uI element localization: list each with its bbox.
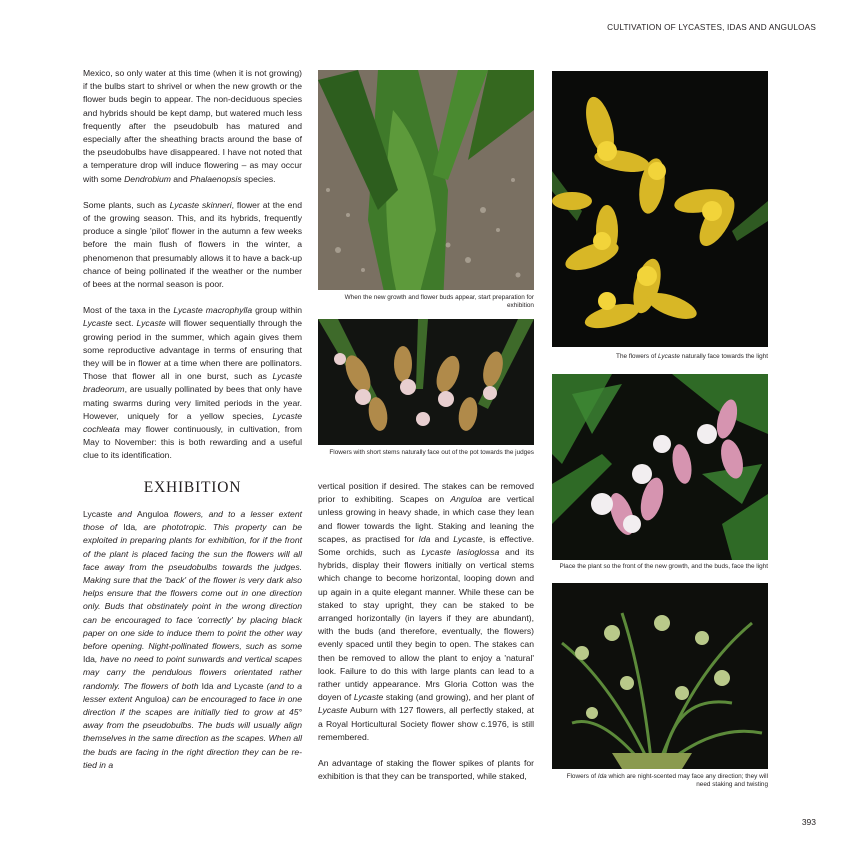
- italic-term: Ida: [597, 773, 607, 780]
- paragraph: Lycaste and Anguloa flowers, and to a lesser extent those of Ida, are phototropic. This property can be exploited in preparing plants for exhibition, for if the front of the plant is placed facing the sun the flowers will all face away from the pseudobulbs towards the judges. Making sure that the 'back' of the flower is very dark also helps ensure that the flowers come out in one direction only. Buds that obstinately point in the wrong direction can be encouraged to face 'correctly' by placing black paper on one side to induce them to point the other way before opening. Night-pollinated flowers, such as some Ida, have no need to point sunwards and vertical scapes may carry the pendulous flowers orientated rather randomly. The flowers of both Ida and Lycaste (and to a lesser extent Anguloa) can be encouraged to face in one direction if the scapes are initially tied to grow at 45° away from the pseudobulbs. The buds will usually align themselves in the same direction as the scapes. When all the buds are facing in the right direction they can be re-tied in a: [83, 508, 303, 770]
- italic-term: Phalaenopsis: [190, 173, 242, 184]
- paragraph: Some plants, such as Lycaste skinneri, flower at the end of the growing season. This, and its hybrids, frequently produce a single 'pilot' flower in the autumn a few weeks before the main flush of flowers in the winter, a phenomenon that presumably allows it to have a back-up chance of being pollinated if the weather or the number of bees at the normal season is poor.: [83, 199, 302, 290]
- italic-term: Lycaste: [657, 353, 680, 360]
- italic-term: Lycaste: [353, 692, 384, 703]
- photo-ida-flowers: [552, 583, 768, 769]
- italic-term: flowers, and to a lesser extent those of: [83, 508, 302, 533]
- italic-term: ) can be encouraged to face in one direction if the scapes are initially tied to grow at 45° away from the pseudobulbs. The buds will usually align themselves in the same direction as the scapes. When all the buds are facing in the right direction they can be re-tied in a: [83, 693, 302, 770]
- italic-term: Lycaste lasioglossa: [421, 547, 500, 558]
- text-column-middle: [318, 480, 534, 796]
- photo-new-growth: [318, 70, 534, 290]
- italic-term: Lycaste cochleata: [83, 410, 302, 435]
- caption-photo-1: When the new growth and flower buds appear, start preparation for exhibition: [344, 294, 534, 310]
- italic-term: Lycaste bradeorum: [83, 371, 302, 395]
- photo-pink-flowers: [552, 374, 768, 560]
- italic-term: Lycaste skinneri: [169, 199, 232, 210]
- italic-term: Dendrobium: [124, 173, 171, 184]
- paragraph: An advantage of staking the flower spikes of plants for exhibition is that they can be transported, while staked,: [318, 758, 534, 782]
- italic-term: , have no need to point sunwards and vertical scapes may carry the pendulous flowers orientated rather randomly. The flowers of both: [83, 654, 302, 691]
- italic-term: Lycaste: [83, 318, 113, 329]
- italic-term: and: [213, 680, 235, 691]
- italic-term: Lycaste macrophylla: [173, 305, 253, 316]
- italic-term: Ida: [418, 533, 431, 544]
- italic-term: and: [112, 508, 138, 519]
- italic-term: Lycaste: [318, 705, 348, 716]
- italic-term: , are phototropic. This property can be exploited in preparing plants for exhibition, for if the front of the plant is placed facing the sun the flowers will all face away from the pseudobulbs towards the judges. Making sure that the 'back' of the flower is very dark also helps ensure that the flowers come out in one direction only. Buds that obstinately point in the wrong direction can be encouraged to face 'correctly' by placing black paper on one side to induce them to point the other way before opening. Night-pollinated flowers, such as some: [83, 522, 303, 651]
- page-number: 393: [801, 817, 816, 827]
- italic-term: Lycaste: [136, 318, 166, 329]
- photo-yellow-lycaste: [552, 71, 768, 347]
- running-header: CULTIVATION OF LYCASTES, IDAS AND ANGULOAS: [607, 23, 816, 32]
- caption-photo-5: Flowers of Ida which are night-scented may face any direction; they will need staking and twisting: [566, 773, 768, 789]
- paragraph: Most of the taxa in the Lycaste macrophylla group within Lycaste sect. Lycaste will flower sequentially through the growing period in the summer, which again gives them some reproductive advantage in terms of ensuring that they will be in flower at a time when there are pollinators. Those that flower all in one burst, such as Lycaste bradeorum, are usually pollinated by bees that only have mating swarms during very limited periods in the year. However, uniquely for a yellow species, Lycaste cochleata may flower continuously, in cultivation, from May to November: this is both rewarding and a useful clue to its identification.: [83, 305, 302, 461]
- italic-term: Lycaste: [453, 533, 483, 544]
- caption-photo-2: Flowers with short stems naturally face out of the pot towards the judges: [329, 449, 534, 456]
- paragraph: vertical position if desired. The stakes can be removed prior to exhibiting. Scapes on Anguloa are vertical unless growing in heavy shade, in which case they lean and flower towards the light. Staking and leaning the scapes, as practised for Ida and Lycaste, is effective. Some orchids, such as Lycaste lasioglossa and its hybrids, display their flowers initially on vertical stems which change to become horizontal, looping down and up again in a quite elegant manner. While these can be staked to stay upright, they can be staked to be arranged horizontally (in layers if they are abundant), with the buds (and therefore, eventually, the flowers) evenly spaced until they begin to open. The stakes can then be removed to allow the plant to enjoy a 'natural' look. Failure to do this with large plants can lead to a rather untidy appearance. Mrs Gloria Cotton was the doyen of Lycaste staking (and growing), and her plant of Lycaste Auburn with 127 flowers, all perfectly staked, at a Royal Horticultural Society flower show c.1976, is still remembered.: [318, 481, 534, 742]
- italic-term: Anguloa: [450, 494, 482, 505]
- section-heading: EXHIBITION: [143, 478, 242, 496]
- italic-term: (and to a lesser extent: [83, 680, 302, 704]
- caption-photo-3: The flowers of Lycaste naturally face towards the light: [616, 353, 768, 360]
- paragraph: Mexico, so only water at this time (when it is not growing) if the bulbs start to shrivel or when the new growth or the flower buds begin to appear. The non-deciduous species and hybrids should be kept damp, but watered much less frequently after the pseudobulb has matured and especially after the sheathing bracts around the base of the pseudobulbs have disappeared. I have not noted that a temperature drop will induce flowering – as may occur with some Dendrobium and Phalaenopsis species.: [83, 68, 302, 184]
- photo-short-stem-flowers: [318, 319, 534, 445]
- text-column-left: [83, 67, 302, 785]
- caption-photo-4: Place the plant so the front of the new growth, and the buds, face the light: [559, 563, 768, 570]
